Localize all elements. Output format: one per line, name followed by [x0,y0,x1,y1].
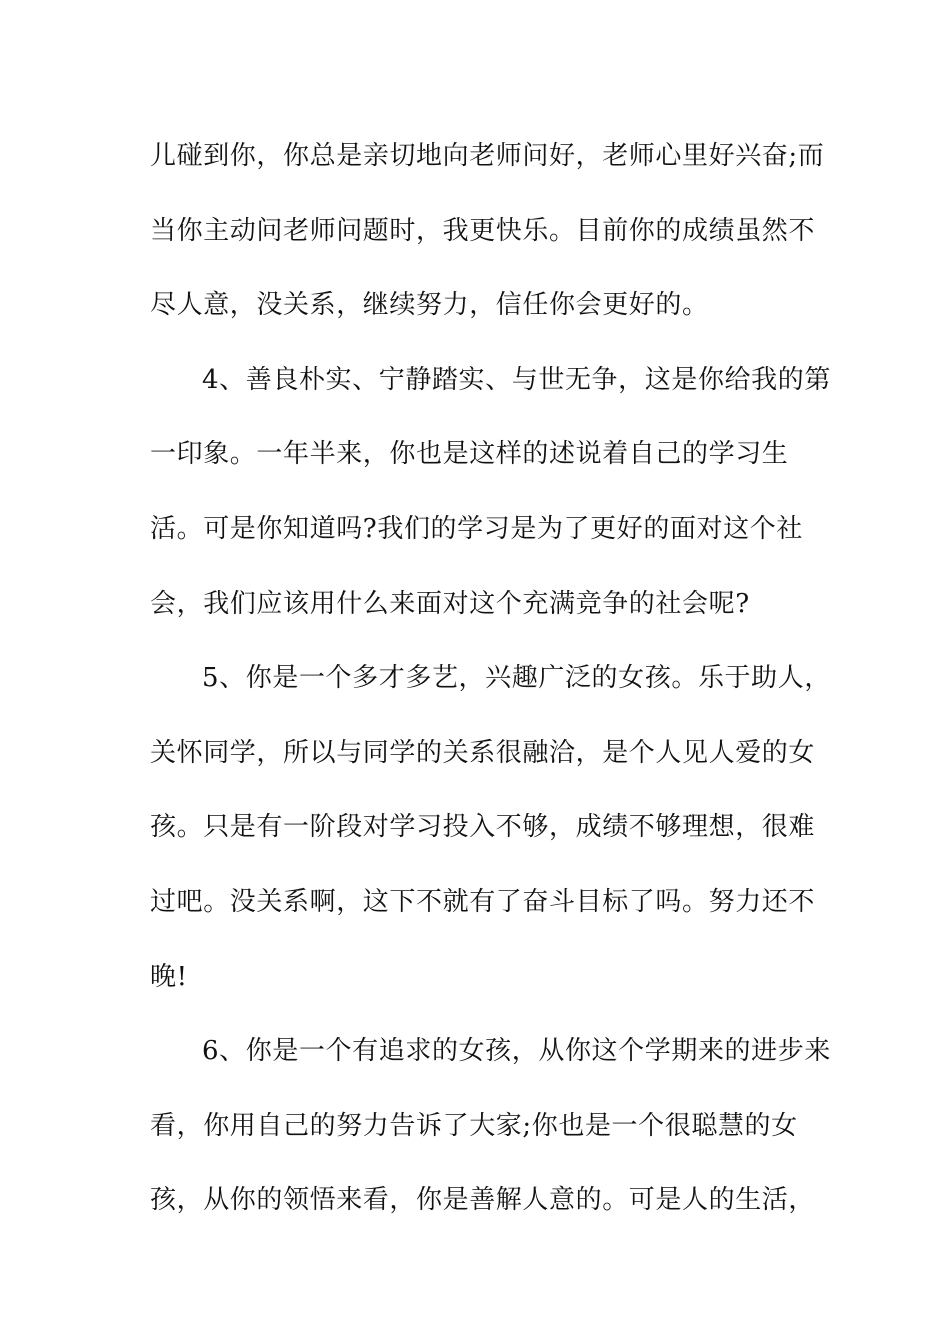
text-line: 活。可是你知道吗?我们的学习是为了更好的面对这个社 [150,513,803,544]
text-line: 孩。只是有一阶段对学习投入不够，成绩不够理想，很难 [150,812,816,843]
text-line: 尽人意，没关系，继续努力，信任你会更好的。 [150,290,709,321]
text-line: 会，我们应该用什么来面对这个充满竞争的社会呢? [150,588,750,619]
text-line: 孩，从你的领悟来看，你是善解人意的。可是人的生活， [150,1185,816,1216]
paragraph-4-start: 4、善良朴实、宁静踏实、与世无争，这是你给我的第 [202,364,831,395]
text-line: 儿碰到你，你总是亲切地向老师问好，老师心里好兴奋;而 [150,141,825,171]
text-line: 当你主动问老师问题时，我更快乐。目前你的成绩虽然不 [150,215,816,246]
text-line: 看，你用自己的努力告诉了大家;你也是一个很聪慧的女 [150,1110,798,1141]
text-line: 关怀同学，所以与同学的关系很融洽，是个人见人爱的女 [150,737,816,768]
paragraph-5-start: 5、你是一个多才多艺，兴趣广泛的女孩。乐于助人， [202,663,831,694]
text-line: 过吧。没关系啊，这下不就有了奋斗目标了吗。努力还不 [150,886,816,917]
body-text [150,132,831,1251]
text-line: 一印象。一年半来，你也是这样的述说着自己的学习生 [150,439,789,470]
text-line: 晚! [150,961,188,992]
paragraph-6-start: 6、你是一个有追求的女孩，从你这个学期来的进步来 [202,1036,831,1067]
